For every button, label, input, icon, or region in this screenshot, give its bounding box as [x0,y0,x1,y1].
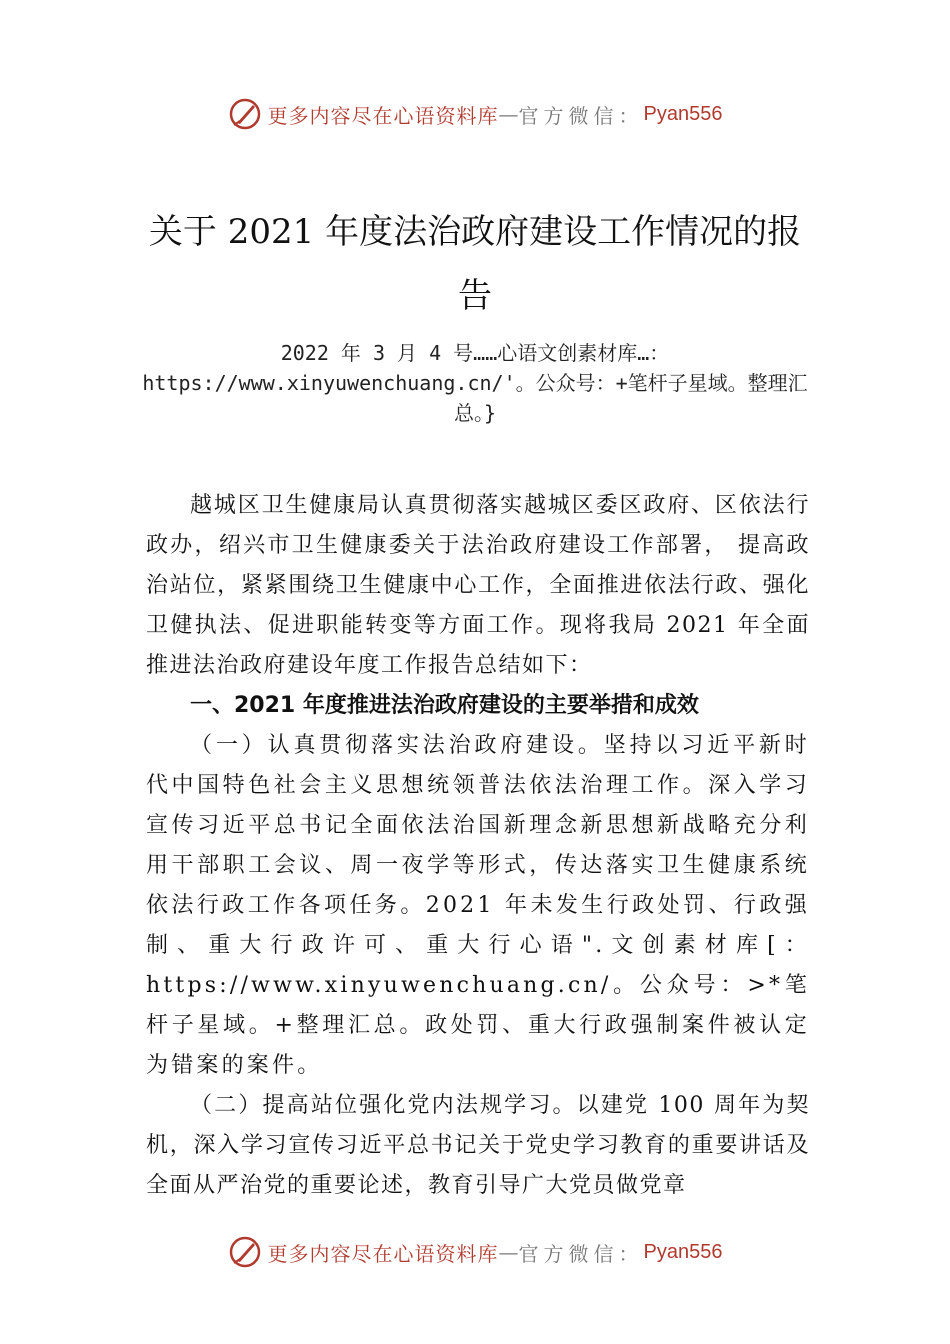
watermark-wechat-label: 官方微信： [518,103,644,128]
quill-logo-icon [228,1235,262,1269]
quill-logo-icon [228,97,262,131]
body-paragraph: （二）提高站位强化党内法规学习。以建党 100 周年为契机，深入学习宣传习近平总书记关于党史学习教育的重要讲话及全面从严治党的重要论述，教育引导广大党员做党章 [146,1093,810,1198]
watermark-wechat-label: 官方微信： [518,1241,644,1266]
watermark-text: 更多内容尽在心语资料库 [267,1241,499,1266]
body-paragraph: （一）认真贯彻落实法治政府建设。坚持以习近平新时代中国特色社会主义思想统领普法依法治理工作。深入学习宣传习近平总书记全面依法治国新理念新思想新战略充分利用干部职工会议、周一夜学等形式，传达落实卫生健康系统依法行政工作各项任务。2021 年未发生行政处罚、行政强制、重大行政许可、重大行心语".文创素材库[：https://www.xinyuwenchuang.cn/。公众号：>*笔杆子星域。+整理汇总。政处罚、重大行政强制案件被认定为错案的案件。 [146,733,810,1078]
watermark-text: 更多内容尽在心语资料库 [267,103,499,128]
document-body [146,486,810,1206]
body-paragraph: 越城区卫生健康局认真贯彻落实越城区委区政府、区依法行政办，绍兴市卫生健康委关于法治政府建设工作部署， 提高政治站位，紧紧围绕卫生健康中心工作，全面推进依法行政、强化卫健执法、促进职能转变等方面工作。现将我局 2021 年全面推进法治政府建设年度工作报告总结如下： [146,493,810,678]
watermark-separator: — [498,102,519,126]
document-title-text: 关于 2021 年度法治政府建设工作情况的报告 [148,212,802,316]
document-meta: 2022 年 3 月 4 号……心语文创素材库…：https://www.xinyuwenchuang.cn/'。公众号：+笔杆子星域。整理汇总。} [142,341,808,425]
watermark-banner-bottom [0,1232,950,1272]
document-title [0,200,950,328]
watermark-separator: — [498,1240,519,1264]
section-heading: 一、2021 年度推进法治政府建设的主要举措和成效 [190,693,699,718]
watermark-banner-top [0,94,950,134]
watermark-wechat-id: Pyan556 [643,1240,723,1263]
watermark-wechat-id: Pyan556 [643,102,723,125]
